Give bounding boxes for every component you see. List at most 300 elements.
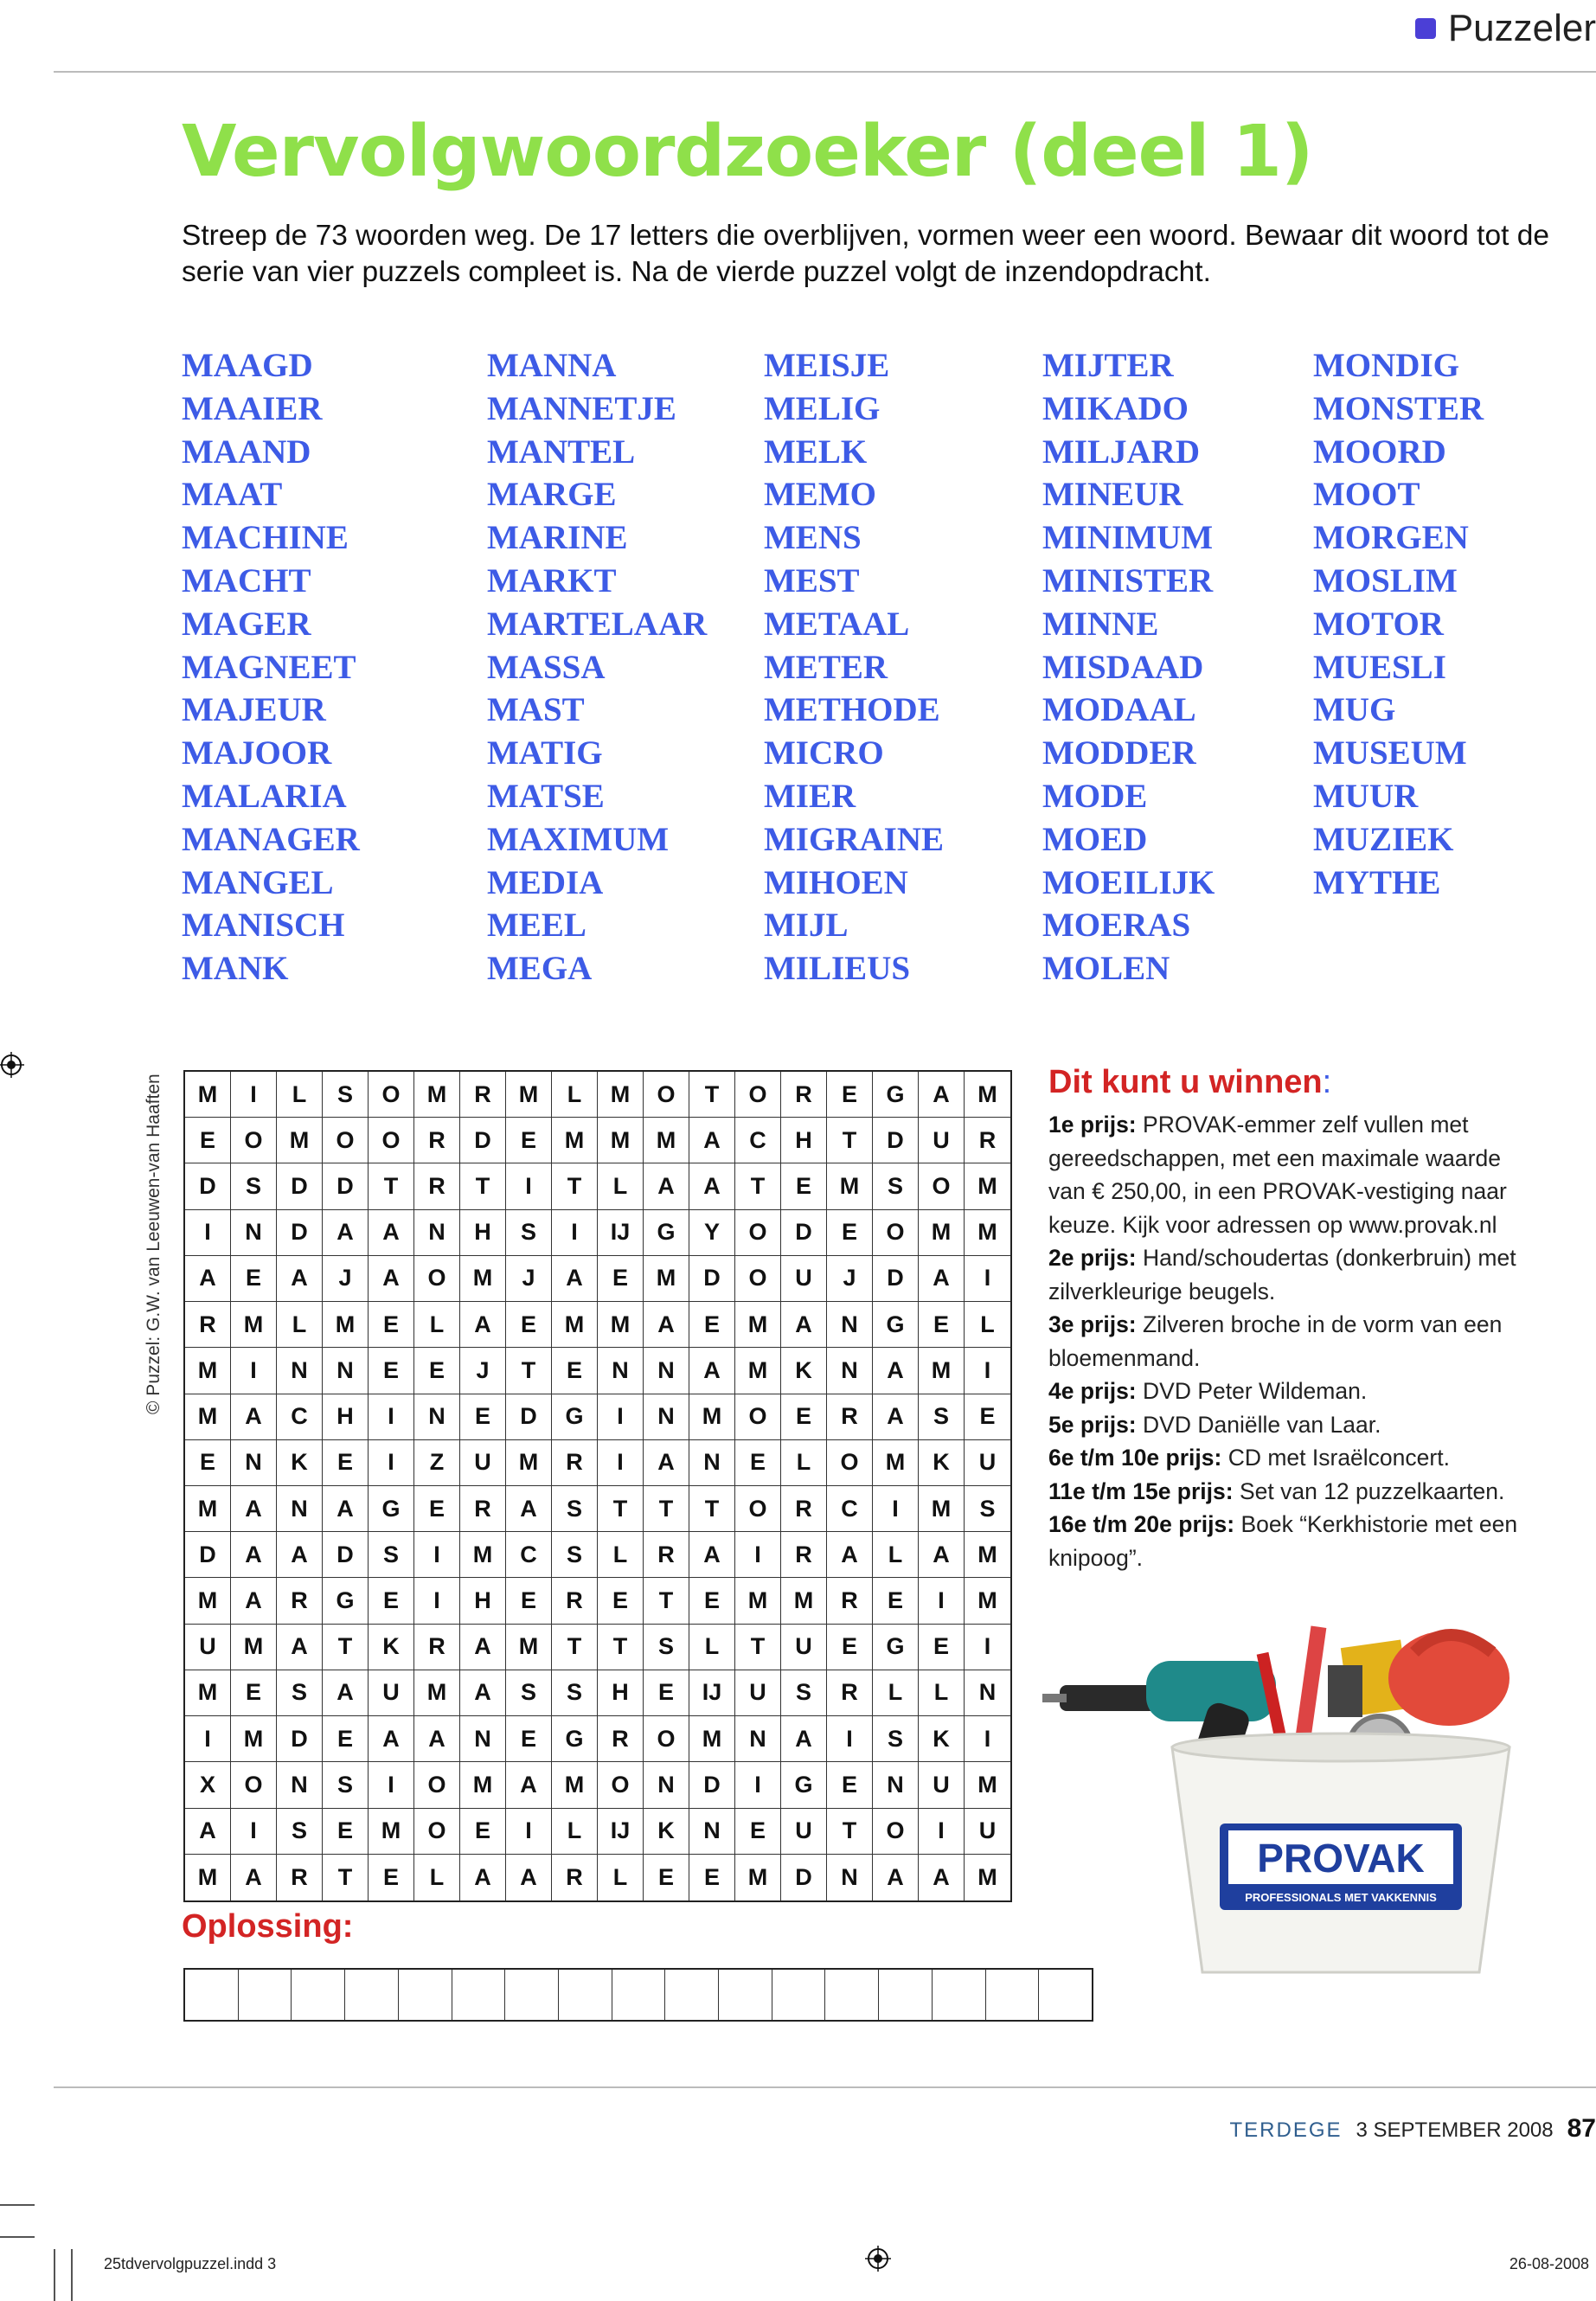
grid-cell[interactable]: E (552, 1348, 598, 1394)
grid-cell[interactable]: A (185, 1809, 231, 1855)
grid-cell[interactable]: E (323, 1809, 369, 1855)
grid-cell[interactable]: I (919, 1809, 965, 1855)
grid-cell[interactable]: A (919, 1072, 965, 1118)
grid-cell[interactable]: E (369, 1348, 414, 1394)
grid-cell[interactable]: M (873, 1440, 919, 1486)
grid-cell[interactable]: L (965, 1302, 1010, 1348)
grid-cell[interactable]: K (277, 1440, 323, 1486)
grid-cell[interactable]: M (506, 1440, 552, 1486)
grid-cell[interactable]: Z (414, 1440, 460, 1486)
grid-cell[interactable]: A (231, 1855, 277, 1900)
grid-cell[interactable]: I (506, 1809, 552, 1855)
grid-cell[interactable]: M (644, 1256, 689, 1302)
grid-cell[interactable]: IJ (689, 1670, 735, 1716)
grid-cell[interactable]: E (231, 1670, 277, 1716)
grid-cell[interactable]: D (323, 1163, 369, 1209)
grid-cell[interactable]: M (965, 1210, 1010, 1256)
grid-cell[interactable]: N (414, 1394, 460, 1440)
grid-cell[interactable]: M (506, 1072, 552, 1118)
grid-cell[interactable]: I (965, 1625, 1010, 1670)
grid-cell[interactable]: R (460, 1486, 506, 1532)
grid-cell[interactable]: N (277, 1486, 323, 1532)
grid-cell[interactable]: O (919, 1163, 965, 1209)
grid-cell[interactable]: N (277, 1762, 323, 1808)
grid-cell[interactable]: M (552, 1762, 598, 1808)
grid-cell[interactable]: S (919, 1394, 965, 1440)
grid-cell[interactable]: N (827, 1855, 873, 1900)
grid-cell[interactable]: A (231, 1394, 277, 1440)
grid-cell[interactable]: E (919, 1302, 965, 1348)
grid-cell[interactable]: T (369, 1163, 414, 1209)
grid-cell[interactable]: M (369, 1809, 414, 1855)
grid-cell[interactable]: E (460, 1809, 506, 1855)
grid-cell[interactable]: U (781, 1625, 827, 1670)
grid-cell[interactable]: E (598, 1256, 644, 1302)
grid-cell[interactable]: T (598, 1625, 644, 1670)
grid-cell[interactable]: M (277, 1118, 323, 1163)
grid-cell[interactable]: M (231, 1302, 277, 1348)
grid-cell[interactable]: E (689, 1302, 735, 1348)
grid-cell[interactable]: M (506, 1625, 552, 1670)
grid-cell[interactable]: G (552, 1394, 598, 1440)
grid-cell[interactable]: O (414, 1762, 460, 1808)
grid-cell[interactable]: M (977, 1863, 997, 1890)
grid-cell[interactable]: U (919, 1118, 965, 1163)
grid-cell[interactable]: U (369, 1670, 414, 1716)
grid-cell[interactable]: H (323, 1394, 369, 1440)
grid-cell[interactable]: R (414, 1118, 460, 1163)
grid-cell[interactable]: T (323, 1625, 369, 1670)
grid-cell[interactable]: N (644, 1394, 689, 1440)
grid-cell[interactable]: M (323, 1302, 369, 1348)
grid-cell[interactable]: M (185, 1072, 231, 1118)
grid-cell[interactable]: M (919, 1210, 965, 1256)
grid-cell[interactable]: N (827, 1302, 873, 1348)
grid-cell[interactable]: A (231, 1578, 277, 1624)
grid-cell[interactable]: R (827, 1670, 873, 1716)
grid-cell[interactable]: E (827, 1072, 873, 1118)
grid-cell[interactable]: A (919, 1855, 965, 1900)
grid-cell[interactable]: D (689, 1256, 735, 1302)
grid-cell[interactable]: C (277, 1394, 323, 1440)
grid-cell[interactable]: M (735, 1348, 781, 1394)
grid-cell[interactable]: S (644, 1625, 689, 1670)
solution-box[interactable] (505, 1970, 559, 2020)
grid-cell[interactable]: O (369, 1072, 414, 1118)
grid-cell[interactable]: M (598, 1302, 644, 1348)
solution-box[interactable] (559, 1970, 612, 2020)
grid-cell[interactable]: M (965, 1532, 1010, 1578)
grid-cell[interactable]: A (460, 1670, 506, 1716)
grid-cell[interactable]: N (460, 1716, 506, 1762)
grid-cell[interactable]: G (781, 1762, 827, 1808)
grid-cell[interactable]: S (552, 1486, 598, 1532)
grid-cell[interactable]: L (919, 1670, 965, 1716)
grid-cell[interactable]: U (735, 1670, 781, 1716)
grid-cell[interactable]: M (414, 1670, 460, 1716)
grid-cell[interactable]: E (965, 1394, 1010, 1440)
grid-cell[interactable]: H (460, 1578, 506, 1624)
grid-cell[interactable]: N (277, 1348, 323, 1394)
grid-cell[interactable]: A (873, 1394, 919, 1440)
grid-cell[interactable]: M (414, 1072, 460, 1118)
grid-cell[interactable]: K (644, 1809, 689, 1855)
grid-cell[interactable]: I (552, 1210, 598, 1256)
grid-cell[interactable]: E (689, 1578, 735, 1624)
grid-cell[interactable]: I (231, 1348, 277, 1394)
grid-cell[interactable]: S (506, 1210, 552, 1256)
grid-cell[interactable]: R (965, 1118, 1010, 1163)
grid-cell[interactable]: M (185, 1394, 231, 1440)
grid-cell[interactable]: S (231, 1163, 277, 1209)
grid-cell[interactable]: T (323, 1855, 369, 1900)
grid-cell[interactable]: M (689, 1716, 735, 1762)
grid-cell[interactable]: N (231, 1440, 277, 1486)
grid-cell[interactable]: A (781, 1716, 827, 1762)
grid-cell[interactable]: R (781, 1072, 827, 1118)
grid-cell[interactable]: R (827, 1578, 873, 1624)
grid-cell[interactable]: X (185, 1762, 231, 1808)
grid-cell[interactable]: O (735, 1072, 781, 1118)
grid-cell[interactable]: L (873, 1532, 919, 1578)
grid-cell[interactable]: E (644, 1855, 689, 1900)
solution-box[interactable] (665, 1970, 719, 2020)
grid-cell[interactable]: A (689, 1163, 735, 1209)
grid-cell[interactable]: J (323, 1256, 369, 1302)
grid-cell[interactable]: Y (689, 1210, 735, 1256)
grid-cell[interactable]: T (552, 1163, 598, 1209)
grid-cell[interactable]: E (506, 1302, 552, 1348)
grid-cell[interactable]: T (735, 1163, 781, 1209)
grid-cell[interactable]: E (689, 1855, 735, 1900)
grid-cell[interactable]: N (689, 1440, 735, 1486)
grid-cell[interactable]: A (919, 1532, 965, 1578)
grid-cell[interactable]: L (598, 1855, 644, 1900)
grid-cell[interactable]: G (369, 1486, 414, 1532)
grid-cell[interactable]: M (965, 1163, 1010, 1209)
grid-cell[interactable]: U (781, 1809, 827, 1855)
grid-cell[interactable]: A (369, 1256, 414, 1302)
solution-box[interactable] (345, 1970, 399, 2020)
grid-cell[interactable]: E (735, 1809, 781, 1855)
grid-cell[interactable]: D (185, 1532, 231, 1578)
grid-cell[interactable]: L (598, 1532, 644, 1578)
grid-cell[interactable]: M (460, 1256, 506, 1302)
grid-cell[interactable]: O (598, 1762, 644, 1808)
grid-cell[interactable]: H (460, 1210, 506, 1256)
grid-cell[interactable]: E (919, 1625, 965, 1670)
grid-cell[interactable]: M (735, 1855, 781, 1900)
grid-cell[interactable]: E (460, 1394, 506, 1440)
grid-cell[interactable]: S (873, 1716, 919, 1762)
solution-box[interactable] (986, 1970, 1040, 2020)
grid-cell[interactable]: T (506, 1348, 552, 1394)
grid-cell[interactable]: L (414, 1302, 460, 1348)
grid-cell[interactable]: I (506, 1163, 552, 1209)
grid-cell[interactable]: A (460, 1302, 506, 1348)
grid-cell[interactable]: A (781, 1302, 827, 1348)
grid-cell[interactable]: N (827, 1348, 873, 1394)
grid-cell[interactable]: I (873, 1486, 919, 1532)
grid-cell[interactable]: R (277, 1578, 323, 1624)
grid-cell[interactable]: D (781, 1210, 827, 1256)
grid-cell[interactable]: M (598, 1072, 644, 1118)
grid-cell[interactable]: C (735, 1118, 781, 1163)
grid-cell[interactable]: E (598, 1578, 644, 1624)
solution-box[interactable] (185, 1970, 239, 2020)
grid-cell[interactable]: I (369, 1440, 414, 1486)
grid-cell[interactable]: E (644, 1670, 689, 1716)
grid-cell[interactable]: T (644, 1578, 689, 1624)
grid-cell[interactable]: S (506, 1670, 552, 1716)
grid-cell[interactable]: A (873, 1855, 919, 1900)
grid-cell[interactable]: I (414, 1532, 460, 1578)
grid-cell[interactable]: M (185, 1348, 231, 1394)
grid-cell[interactable]: U (781, 1256, 827, 1302)
grid-cell[interactable]: K (369, 1625, 414, 1670)
grid-cell[interactable]: U (965, 1809, 1010, 1855)
grid-cell[interactable]: I (369, 1394, 414, 1440)
grid-cell[interactable]: C (827, 1486, 873, 1532)
grid-cell[interactable]: L (598, 1163, 644, 1209)
grid-cell[interactable]: S (277, 1809, 323, 1855)
grid-cell[interactable]: G (873, 1625, 919, 1670)
grid-cell[interactable]: N (873, 1762, 919, 1808)
grid-cell[interactable]: O (873, 1809, 919, 1855)
grid-cell[interactable]: R (414, 1163, 460, 1209)
grid-cell[interactable]: E (185, 1118, 231, 1163)
grid-cell[interactable]: M (185, 1855, 231, 1900)
grid-cell[interactable]: N (231, 1210, 277, 1256)
grid-cell[interactable]: A (185, 1256, 231, 1302)
grid-cell[interactable]: E (231, 1256, 277, 1302)
grid-cell[interactable]: S (873, 1163, 919, 1209)
grid-cell[interactable]: K (919, 1716, 965, 1762)
solution-box[interactable] (399, 1970, 452, 2020)
grid-cell[interactable]: L (277, 1302, 323, 1348)
grid-cell[interactable]: A (460, 1625, 506, 1670)
grid-cell[interactable]: A (644, 1163, 689, 1209)
grid-cell[interactable]: I (231, 1809, 277, 1855)
grid-cell[interactable]: A (277, 1625, 323, 1670)
grid-cell[interactable]: S (323, 1072, 369, 1118)
grid-cell[interactable]: S (323, 1762, 369, 1808)
grid-cell[interactable]: IJ (598, 1210, 644, 1256)
grid-cell[interactable]: E (369, 1302, 414, 1348)
grid-cell[interactable]: M (552, 1118, 598, 1163)
grid-cell[interactable]: A (689, 1348, 735, 1394)
grid-cell[interactable]: R (781, 1486, 827, 1532)
grid-cell[interactable]: M (965, 1762, 1010, 1808)
grid-cell[interactable]: M (735, 1578, 781, 1624)
grid-cell[interactable]: L (414, 1855, 460, 1900)
grid-cell[interactable]: A (644, 1440, 689, 1486)
grid-cell[interactable]: E (827, 1762, 873, 1808)
grid-cell[interactable]: U (185, 1625, 231, 1670)
grid-cell[interactable]: A (323, 1486, 369, 1532)
grid-cell[interactable]: J (827, 1256, 873, 1302)
grid-cell[interactable]: N (644, 1348, 689, 1394)
grid-cell[interactable]: A (460, 1855, 506, 1900)
grid-cell[interactable]: T (827, 1809, 873, 1855)
grid-cell[interactable]: S (369, 1532, 414, 1578)
grid-cell[interactable]: D (506, 1394, 552, 1440)
grid-cell[interactable]: L (277, 1072, 323, 1118)
grid-cell[interactable]: E (369, 1855, 414, 1900)
grid-cell[interactable]: M (552, 1302, 598, 1348)
grid-cell[interactable]: M (644, 1118, 689, 1163)
grid-cell[interactable]: A (323, 1670, 369, 1716)
grid-cell[interactable]: M (231, 1625, 277, 1670)
grid-cell[interactable]: E (735, 1440, 781, 1486)
grid-cell[interactable]: I (185, 1210, 231, 1256)
grid-cell[interactable]: O (231, 1762, 277, 1808)
grid-cell[interactable]: N (414, 1210, 460, 1256)
grid-cell[interactable]: D (873, 1118, 919, 1163)
grid-cell[interactable]: J (506, 1256, 552, 1302)
grid-cell[interactable]: M (460, 1532, 506, 1578)
grid-cell[interactable]: G (644, 1210, 689, 1256)
grid-cell[interactable]: I (231, 1072, 277, 1118)
grid-cell[interactable]: O (735, 1256, 781, 1302)
grid-cell[interactable]: E (827, 1210, 873, 1256)
grid-cell[interactable]: T (460, 1163, 506, 1209)
grid-cell[interactable]: O (873, 1210, 919, 1256)
grid-cell[interactable]: M (689, 1394, 735, 1440)
grid-cell[interactable]: E (323, 1440, 369, 1486)
grid-cell[interactable]: D (873, 1256, 919, 1302)
grid-cell[interactable]: A (689, 1532, 735, 1578)
grid-cell[interactable]: R (827, 1394, 873, 1440)
grid-cell[interactable]: O (735, 1394, 781, 1440)
grid-cell[interactable]: R (552, 1578, 598, 1624)
grid-cell[interactable]: R (781, 1532, 827, 1578)
grid-cell[interactable]: M (185, 1670, 231, 1716)
grid-cell[interactable]: S (552, 1532, 598, 1578)
grid-cell[interactable]: I (735, 1532, 781, 1578)
grid-cell[interactable]: L (552, 1072, 598, 1118)
grid-cell[interactable]: O (369, 1118, 414, 1163)
grid-cell[interactable]: E (781, 1163, 827, 1209)
grid-cell[interactable]: E (414, 1486, 460, 1532)
grid-cell[interactable]: I (965, 1256, 1010, 1302)
grid-cell[interactable]: S (277, 1670, 323, 1716)
grid-cell[interactable]: R (644, 1532, 689, 1578)
grid-cell[interactable]: U (460, 1440, 506, 1486)
grid-cell[interactable]: D (277, 1716, 323, 1762)
grid-cell[interactable]: A (919, 1256, 965, 1302)
grid-cell[interactable]: A (506, 1762, 552, 1808)
grid-cell[interactable]: D (689, 1762, 735, 1808)
grid-cell[interactable]: M (231, 1716, 277, 1762)
grid-cell[interactable]: A (827, 1532, 873, 1578)
grid-cell[interactable]: A (689, 1118, 735, 1163)
grid-cell[interactable]: S (781, 1670, 827, 1716)
grid-cell[interactable]: A (873, 1348, 919, 1394)
grid-cell[interactable]: D (781, 1855, 827, 1900)
grid-cell[interactable]: C (506, 1532, 552, 1578)
grid-cell[interactable]: O (323, 1118, 369, 1163)
grid-cell[interactable]: I (414, 1578, 460, 1624)
grid-cell[interactable]: I (965, 1348, 1010, 1394)
grid-cell[interactable]: A (277, 1532, 323, 1578)
grid-cell[interactable]: E (873, 1578, 919, 1624)
grid-cell[interactable]: O (644, 1072, 689, 1118)
grid-cell[interactable]: N (644, 1762, 689, 1808)
grid-cell[interactable]: A (414, 1716, 460, 1762)
grid-cell[interactable]: I (827, 1716, 873, 1762)
grid-cell[interactable]: M (965, 1578, 1010, 1624)
grid-cell[interactable]: E (506, 1118, 552, 1163)
grid-cell[interactable]: E (414, 1348, 460, 1394)
grid-cell[interactable]: N (689, 1809, 735, 1855)
solution-box[interactable] (612, 1970, 666, 2020)
grid-cell[interactable]: A (506, 1855, 552, 1900)
grid-cell[interactable]: R (552, 1440, 598, 1486)
grid-cell[interactable]: M (598, 1118, 644, 1163)
grid-cell[interactable]: O (414, 1256, 460, 1302)
grid-cell[interactable]: I (919, 1578, 965, 1624)
grid-cell[interactable]: A (506, 1486, 552, 1532)
grid-cell[interactable]: IJ (598, 1809, 644, 1855)
grid-cell[interactable]: L (781, 1440, 827, 1486)
grid-cell[interactable]: A (231, 1532, 277, 1578)
grid-cell[interactable]: E (369, 1578, 414, 1624)
grid-cell[interactable]: A (552, 1256, 598, 1302)
grid-cell[interactable]: G (873, 1072, 919, 1118)
grid-cell[interactable]: R (460, 1072, 506, 1118)
grid-cell[interactable]: R (185, 1302, 231, 1348)
grid-cell[interactable]: O (735, 1486, 781, 1532)
grid-cell[interactable]: J (460, 1348, 506, 1394)
grid-cell[interactable]: A (231, 1486, 277, 1532)
grid-cell[interactable]: M (827, 1163, 873, 1209)
grid-cell[interactable]: I (965, 1716, 1010, 1762)
grid-cell[interactable]: S (552, 1670, 598, 1716)
grid-cell[interactable]: D (323, 1532, 369, 1578)
solution-box[interactable] (933, 1970, 986, 2020)
grid-cell[interactable]: M (185, 1578, 231, 1624)
grid-cell[interactable]: U (919, 1762, 965, 1808)
grid-cell[interactable]: M (460, 1762, 506, 1808)
solution-box[interactable] (239, 1970, 292, 2020)
grid-cell[interactable]: T (689, 1072, 735, 1118)
solution-box[interactable] (825, 1970, 879, 2020)
grid-cell[interactable]: U (965, 1440, 1010, 1486)
grid-cell[interactable]: E (827, 1625, 873, 1670)
grid-cell[interactable]: A (369, 1716, 414, 1762)
grid-cell[interactable]: I (735, 1762, 781, 1808)
grid-cell[interactable]: M (919, 1348, 965, 1394)
grid-cell[interactable]: N (735, 1716, 781, 1762)
solution-box[interactable] (879, 1970, 933, 2020)
grid-cell[interactable]: L (689, 1625, 735, 1670)
grid-cell[interactable]: N (323, 1348, 369, 1394)
grid-cell[interactable]: K (781, 1348, 827, 1394)
grid-cell[interactable]: E (781, 1394, 827, 1440)
grid-cell[interactable]: M (965, 1072, 1010, 1118)
grid-cell[interactable]: T (598, 1486, 644, 1532)
grid-cell[interactable]: A (644, 1302, 689, 1348)
grid-cell[interactable]: H (598, 1670, 644, 1716)
grid-cell[interactable]: O (735, 1210, 781, 1256)
grid-cell[interactable]: G (873, 1302, 919, 1348)
grid-cell[interactable]: E (506, 1578, 552, 1624)
grid-cell[interactable]: R (277, 1855, 323, 1900)
grid-cell[interactable]: I (369, 1762, 414, 1808)
grid-cell[interactable]: T (552, 1625, 598, 1670)
grid-cell[interactable]: I (185, 1716, 231, 1762)
